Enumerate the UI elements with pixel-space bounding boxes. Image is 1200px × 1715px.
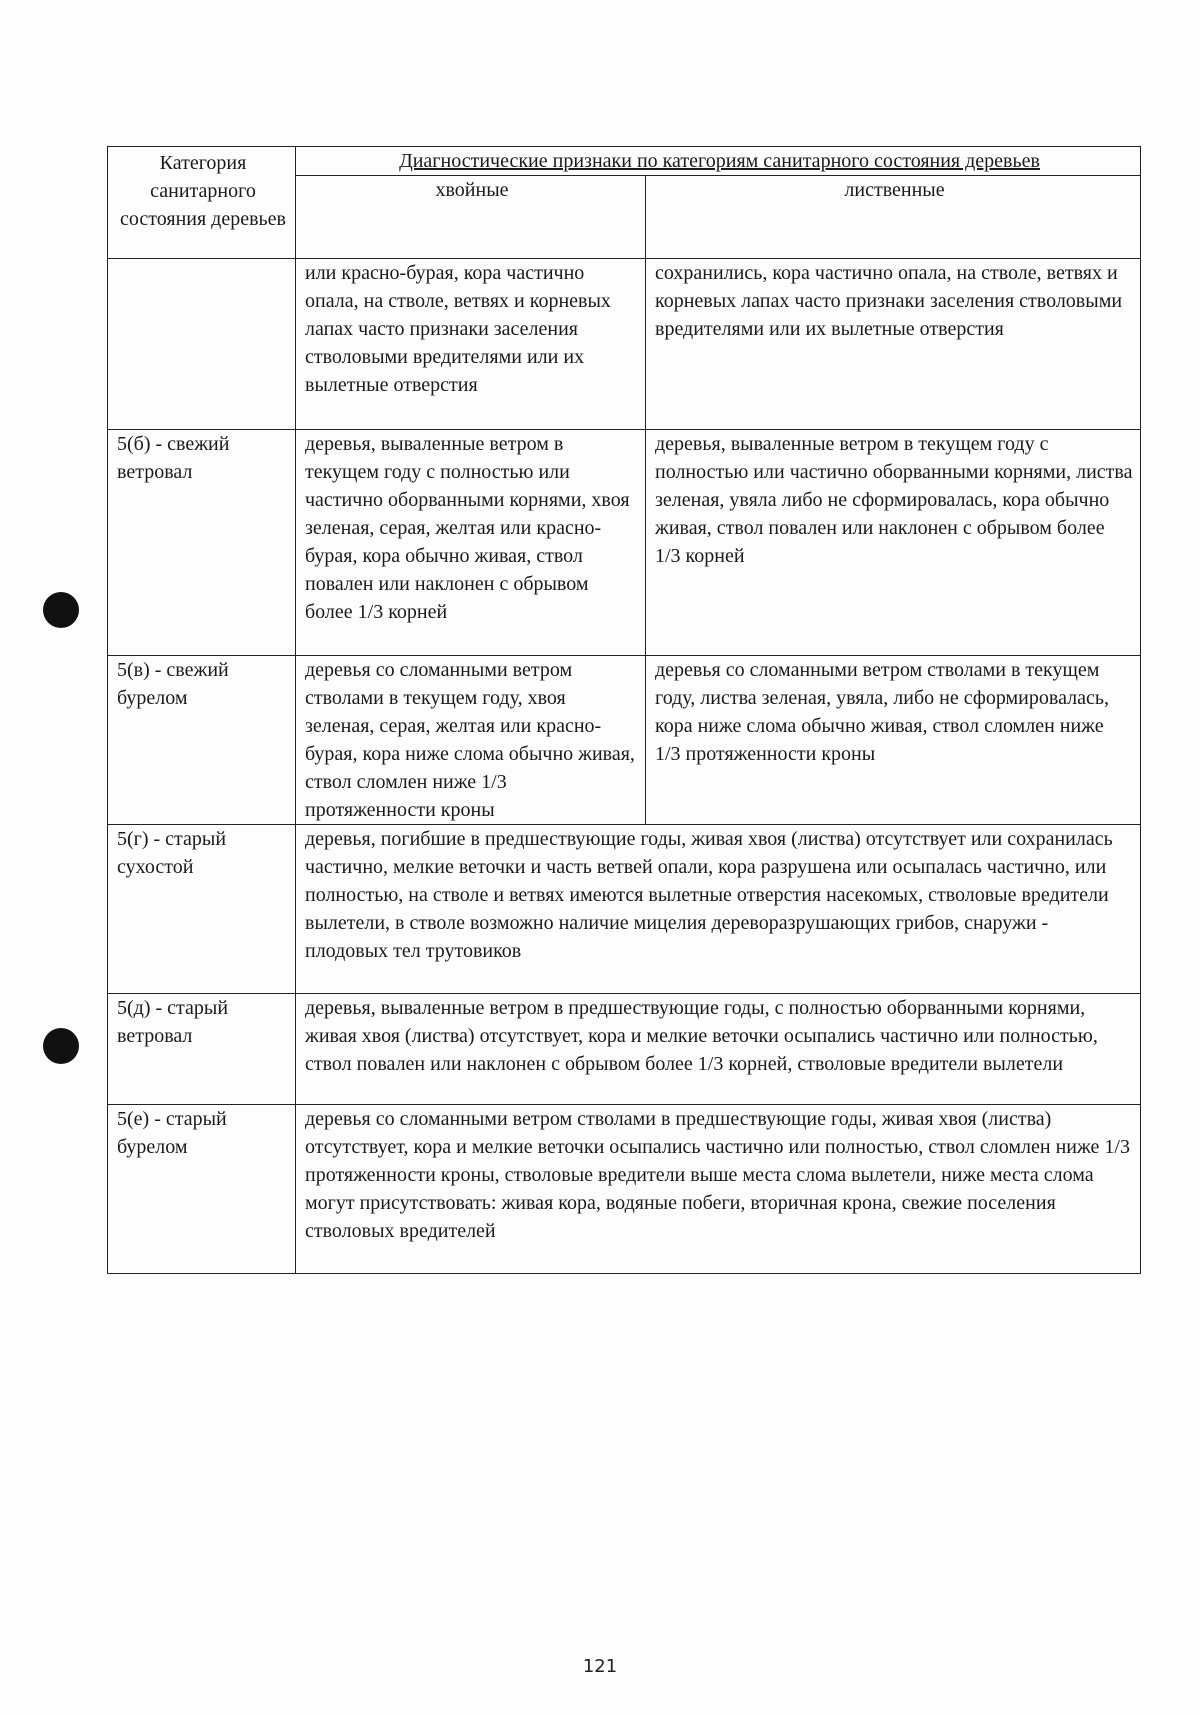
table-row bbox=[108, 825, 1141, 994]
header-diagnostic-text: Диагностические признаки по категориям санитарного состояния деревьев bbox=[399, 150, 1040, 172]
row-deciduous: сохранились, кора частично опала, на стволе, ветвях и корневых лапах часто признаки заселения стволовыми вредителями или их вылетные отверстия bbox=[646, 259, 1141, 430]
punch-hole-upper bbox=[43, 592, 79, 628]
row-category: 5(д) - старый ветровал bbox=[108, 994, 296, 1105]
header-deciduous: лиственные bbox=[646, 176, 1141, 259]
row-combined: деревья, погибшие в предшествующие годы, живая хвоя (листва) отсутствует или сохранилась частично, мелкие веточки и часть ветвей опали, кора разрушена или осыпалась частично, или полностью, на стволе и ветвях имеются вылетные отверстия насекомых, стволовые вредители вылетели, в стволе возможно наличие мицелия дереворазрушающих грибов, снаружи - плодовых тел трутовиков bbox=[296, 825, 1141, 994]
punch-hole-lower bbox=[43, 1028, 79, 1064]
table-row bbox=[108, 259, 1141, 430]
row-combined: деревья, вываленные ветром в предшествующие годы, с полностью оборванными корнями, живая хвоя (листва) отсутствует, кора и мелкие веточки осыпались частично или полностью, ствол повален или наклонен с обрывом более 1/3 корней, стволовые вредители вылетели bbox=[296, 994, 1141, 1105]
row-deciduous: деревья, вываленные ветром в текущем году с полностью или частично оборванными корнями, листва зеленая, увяла либо не сформировалась, кора обычно живая, ствол повален или наклонен с обрывом более 1/3 корней bbox=[646, 430, 1141, 656]
row-coniferous: деревья, вываленные ветром в текущем году с полностью или частично оборванными корнями, хвоя зеленая, серая, желтая или красно-бурая, кора обычно живая, ствол повален или наклонен с обрывом более 1/3 корней bbox=[296, 430, 646, 656]
header-coniferous: хвойные bbox=[296, 176, 646, 259]
row-category bbox=[108, 259, 296, 430]
row-category: 5(г) - старый сухостой bbox=[108, 825, 296, 994]
table-row bbox=[108, 994, 1141, 1105]
page-number: 121 bbox=[582, 1656, 618, 1677]
row-category: 5(е) - старый бурелом bbox=[108, 1105, 296, 1274]
row-coniferous: деревья со сломанными ветром стволами в текущем году, хвоя зеленая, серая, желтая или красно-бурая, кора ниже слома обычно живая, ствол сломлен ниже 1/3 протяженности кроны bbox=[296, 656, 646, 825]
header-category: Категория санитарного состояния деревьев bbox=[108, 147, 296, 259]
table-row bbox=[108, 430, 1141, 656]
row-deciduous: деревья со сломанными ветром стволами в текущем году, листва зеленая, увяла, либо не сформировалась, кора ниже слома обычно живая, ствол сломлен ниже 1/3 протяженности кроны bbox=[646, 656, 1141, 825]
row-category: 5(б) - свежий ветровал bbox=[108, 430, 296, 656]
row-coniferous: или красно-бурая, кора частично опала, на стволе, ветвях и корневых лапах часто признаки заселения стволовыми вредителями или их вылетные отверстия bbox=[296, 259, 646, 430]
table-header-row bbox=[108, 147, 1141, 176]
sanitary-state-table bbox=[107, 146, 1141, 1274]
table-row bbox=[108, 656, 1141, 825]
header-diagnostic bbox=[296, 147, 1141, 176]
row-combined: деревья со сломанными ветром стволами в предшествующие годы, живая хвоя (листва) отсутствует, кора и мелкие веточки осыпались частично или полностью, ствол сломлен ниже 1/3 протяженности кроны, стволовые вредители выше места слома вылетели, ниже места слома могут присутствовать: живая кора, водяные побеги, вторичная крона, свежие поселения стволовых вредителей bbox=[296, 1105, 1141, 1274]
table-row bbox=[108, 1105, 1141, 1274]
row-category: 5(в) - свежий бурелом bbox=[108, 656, 296, 825]
